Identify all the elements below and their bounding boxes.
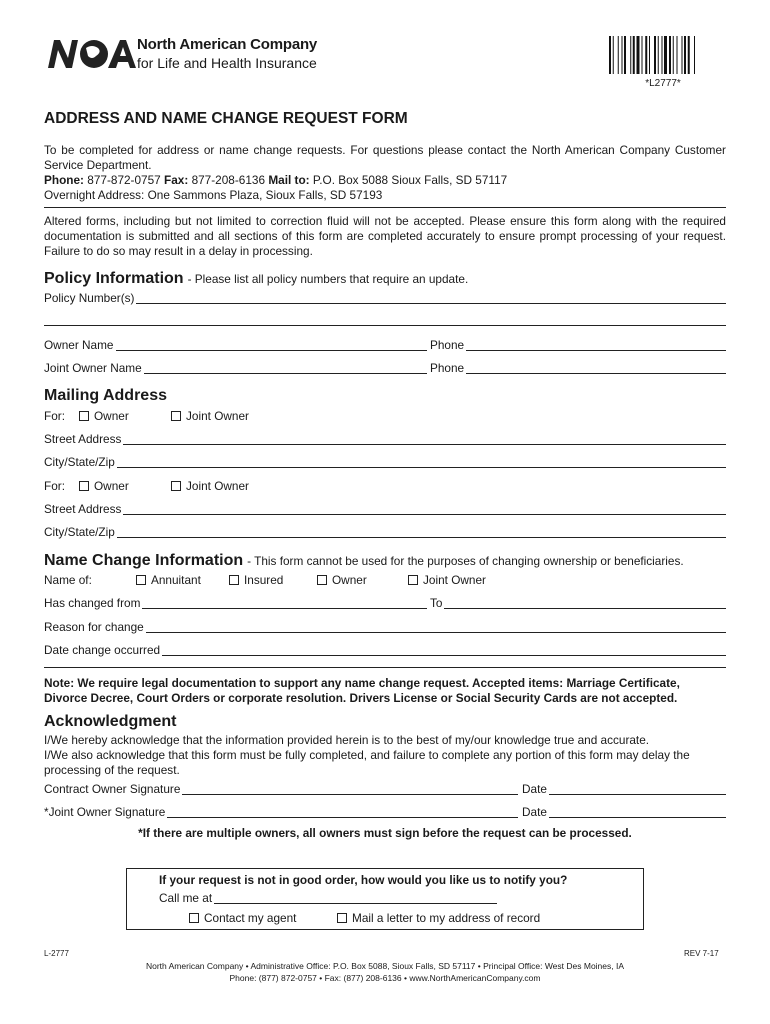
street-address-field-2[interactable] [44,502,726,516]
phone-label: Phone: [44,173,84,187]
call-me-line[interactable] [214,892,497,904]
footer-revision: REV 7-17 [684,949,719,958]
policy-heading: Policy Information [44,270,184,287]
acknowledgment-text [44,733,726,778]
checkbox-icon[interactable] [171,411,181,421]
annuitant-checkbox[interactable] [136,573,201,587]
city-state-zip-line-2[interactable] [117,526,726,538]
date-change-line[interactable] [162,644,726,656]
mailing-joint-owner-label-2: Joint Owner [186,479,249,493]
city-state-zip-field-2[interactable] [44,525,726,539]
acknowledgment-section-heading [44,713,176,731]
mail-letter-checkbox[interactable] [337,911,540,925]
footer-line-1: North American Company • Administrative Office: P.O. Box 5088, Sioux Falls, SD 57117 • Principal Office: West Des Moines, IA [145,961,625,971]
divider-rule [44,207,726,208]
street-address-label-1: Street Address [44,432,122,446]
checkbox-icon[interactable] [317,575,327,585]
mailing-joint-owner-checkbox-2[interactable] [171,479,249,493]
owner-name-line[interactable] [116,339,428,351]
policy-numbers-label: Policy Number(s) [44,291,135,305]
mailing-section-heading [44,387,167,405]
owner-label: Owner [332,573,367,587]
changed-from-field[interactable] [44,596,427,610]
mail-value: P.O. Box 5088 Sioux Falls, SD 57117 [312,173,508,187]
policy-numbers-field[interactable] [44,291,726,305]
insured-checkbox[interactable] [229,573,283,587]
city-state-zip-label-2: City/State/Zip [44,525,115,539]
street-address-line-1[interactable] [123,433,726,445]
contract-owner-signature-line[interactable] [182,783,518,795]
barcode-text: *L2777* [645,78,681,89]
name-change-section-heading [44,552,684,570]
owner-checkbox[interactable] [317,573,367,587]
reason-line[interactable] [146,621,726,633]
company-name-line2: for Life and Health Insurance [137,55,317,71]
changed-from-label: Has changed from [44,596,141,610]
owner-name-label: Owner Name [44,338,114,352]
reason-label: Reason for change [44,620,144,634]
changed-from-line[interactable] [142,597,427,609]
acknowledgment-heading: Acknowledgment [44,713,177,730]
call-me-label: Call me at [159,891,213,905]
owner-phone-label: Phone [430,338,465,352]
fax-value: 877-208-6136 [191,173,266,187]
warning-text: Altered forms, including but not limited to correction fluid will not be accepted. Please ensure this form along with the required documentation is submitted and all sections of this form are completed accurately to ensure prompt processing of your request. Failure to do so may result in a delay in processing. [44,214,726,258]
changed-to-line[interactable] [444,597,726,609]
fax-label: Fax: [164,173,189,187]
checkbox-icon[interactable] [79,481,89,491]
joint-owner-signature-line[interactable] [167,806,518,818]
policy-numbers-line[interactable] [136,292,726,304]
checkbox-icon[interactable] [408,575,418,585]
changed-to-field[interactable] [430,596,726,610]
form-title: ADDRESS AND NAME CHANGE REQUEST FORM [44,110,408,127]
mail-label: Mail to: [268,173,310,187]
mailing-for-label-2: For: [44,479,65,493]
joint-owner-phone-field[interactable] [430,361,726,375]
contact-line [44,173,726,188]
contract-owner-signature-field[interactable] [44,782,518,796]
mailing-for-row-1 [44,409,726,425]
annuitant-label: Annuitant [151,573,201,587]
name-of-label: Name of: [44,573,92,587]
city-state-zip-label-1: City/State/Zip [44,455,115,469]
name-change-subheading: - This form cannot be used for the purposes of changing ownership or beneficiaries. [247,554,684,568]
contract-owner-date-field[interactable] [522,782,726,796]
owner-name-field[interactable] [44,338,427,352]
joint-owner-label: Joint Owner [423,573,486,587]
policy-subheading: - Please list all policy numbers that require an update. [187,272,469,286]
checkbox-icon[interactable] [337,913,347,923]
company-name-line1: North American Company [137,36,318,53]
checkbox-icon[interactable] [171,481,181,491]
street-address-field-1[interactable] [44,432,726,446]
mailing-owner-checkbox-1[interactable] [79,409,129,423]
legal-note: Note: We require legal documentation to support any name change request. Accepted items: Marriage Certificate, Divorce Decree, Court Orders or corporate resolution. Drivers License or Social Security Cards are not accepted. [44,676,680,705]
city-state-zip-field-1[interactable] [44,455,726,469]
phone-value: 877-872-0757 [87,173,161,187]
notification-preference-box [126,868,644,930]
checkbox-icon[interactable] [189,913,199,923]
mailing-heading: Mailing Address [44,387,167,404]
acknowledgment-line-2: I/We also acknowledge that this form must be fully completed, and failure to complete any portion of this form may delay the processing of the request. [44,748,690,777]
policy-section-heading [44,270,468,288]
joint-owner-date-line[interactable] [549,806,726,818]
name-of-row [44,573,726,589]
policy-numbers-line-2[interactable] [44,325,726,326]
city-state-zip-line-1[interactable] [117,456,726,468]
owner-phone-field[interactable] [430,338,726,352]
contract-owner-date-line[interactable] [549,783,726,795]
joint-owner-name-field[interactable] [44,361,427,375]
checkbox-icon[interactable] [136,575,146,585]
company-logo [46,36,136,70]
mailing-owner-label-2: Owner [94,479,129,493]
mailing-owner-checkbox-2[interactable] [79,479,129,493]
company-name [137,36,317,72]
notification-question: If your request is not in good order, how would you like us to notify you? [159,873,568,887]
notify-options-row [189,911,609,927]
date-change-field[interactable] [44,643,726,657]
barcode [609,36,717,74]
mailing-for-row-2 [44,479,726,495]
joint-owner-phone-label: Phone [430,361,465,375]
joint-owner-checkbox[interactable] [408,573,486,587]
reason-field[interactable] [44,620,726,634]
multiple-owners-note: *If there are multiple owners, all owners must sign before the request can be processed. [138,826,632,840]
mailing-joint-owner-label-1: Joint Owner [186,409,249,423]
name-change-heading: Name Change Information [44,552,244,569]
footer-form-number: L-2777 [44,949,69,958]
mailing-joint-owner-checkbox-1[interactable] [171,409,249,423]
intro-block [44,143,726,203]
overnight-address: Overnight Address: One Sammons Plaza, Sioux Falls, SD 57193 [44,188,383,202]
footer-company-info [0,960,770,984]
contact-agent-checkbox[interactable] [189,911,296,925]
checkbox-icon[interactable] [79,411,89,421]
divider-rule [44,667,726,668]
checkbox-icon[interactable] [229,575,239,585]
insured-label: Insured [244,573,284,587]
joint-owner-date-label: Date [522,805,547,819]
contact-agent-label: Contact my agent [204,911,297,925]
contract-owner-signature-label: Contract Owner Signature [44,782,181,796]
mailing-owner-label-1: Owner [94,409,129,423]
mailing-for-label-1: For: [44,409,65,423]
street-address-line-2[interactable] [123,503,726,515]
joint-owner-phone-line[interactable] [466,362,726,374]
street-address-label-2: Street Address [44,502,122,516]
acknowledgment-line-1: I/We hereby acknowledge that the information provided herein is to the best of my/our knowledge true and accurate. [44,733,650,747]
mail-letter-label: Mail a letter to my address of record [352,911,541,925]
owner-phone-line[interactable] [466,339,726,351]
footer-line-2: Phone: (877) 872-0757 • Fax: (877) 208-6136 • www.NorthAmericanCompany.com [229,973,541,983]
changed-to-label: To [430,596,443,610]
joint-owner-date-field[interactable] [522,805,726,819]
joint-owner-name-line[interactable] [144,362,427,374]
contract-owner-date-label: Date [522,782,547,796]
intro-text: To be completed for address or name change requests. For questions please contact the North American Company Customer Service Department. [44,143,726,172]
call-me-field[interactable] [159,891,497,905]
joint-owner-signature-field[interactable] [44,805,518,819]
date-change-label: Date change occurred [44,643,161,657]
joint-owner-signature-label: *Joint Owner Signature [44,805,166,819]
joint-owner-name-label: Joint Owner Name [44,361,142,375]
